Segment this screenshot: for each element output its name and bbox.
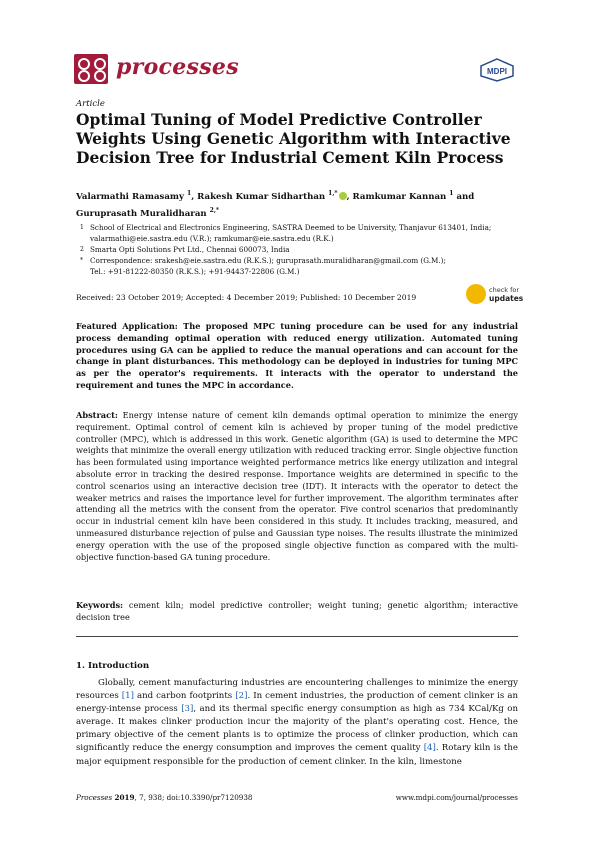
citation-link[interactable]: [2] — [235, 691, 248, 702]
author-name: , Ramkumar Kannan — [346, 191, 447, 202]
journal-logo-icon — [74, 54, 108, 84]
article-type: Article — [76, 99, 105, 109]
orcid-icon[interactable] — [339, 192, 347, 200]
mdpi-logo-text: MDPI — [487, 67, 507, 76]
paper-title: Optimal Tuning of Model Predictive Controller Weights Using Genetic Algorithm with Interactive Decision Tree for Industrial Cement Kiln Process — [76, 110, 511, 167]
author-list: Valarmathi Ramasamy $^1$, Rakesh Kumar Sidharthan $^{1,*}$ , Ramkumar Kannan $^1$ and Guruprasath Muralidharan $^{2,*}$ — [76, 190, 475, 219]
abstract: Abstract: Energy intense nature of cement kiln demands optimal operation to minimize the energy requirement. Optimal control of cement kiln is achieved by proper tuning of the model predictive controller (MPC), which is addressed in this work. Genetic algorithm (GA) is used to determine the MPC weights that minimize the overall energy utilization with reduced tracking error. Single objective function has been formulated using importance weighted performance metrics like energy utilization and integral absolute error in tracking the desired response. Importance weights are determined in specific to the control scenarios using an interactive decision tree (IDT). It interacts with the operator to detect the weaker metrics and raises the importance level for further improvement. The algorithm terminates after attending all the metrics with the consent from the operator. Five control scenarios that predominantly occur in industrial cement kiln have been considered in this study. It includes tracking, measured, and unmeasured disturbance rejection of pulse and Gaussian type noises. The results illustrate the minimized energy operation with the use of the proposed single objective function as compared with the multi-objective function-based GA tuning procedure. — [76, 410, 518, 562]
divider — [76, 636, 518, 637]
footer-citation: Processes 2019, 7, 938; doi:10.3390/pr7120938 — [76, 793, 253, 802]
affiliation-2: 2 Smarta Opti Solutions Pvt Ltd., Chennai 600073, India — [80, 245, 290, 254]
author-name: Guruprasath Muralidharan — [76, 208, 207, 219]
check-for-updates-button[interactable]: check for updates — [466, 284, 522, 306]
correspondence: * Correspondence: srakesh@eie.sastra.edu (R.K.S.); guruprasath.muralidharan@gmail.com (G.M.); Tel.: +91-81222-80350 (R.K.S.); +91-94437-22806 (G.M.) — [80, 256, 446, 276]
author-name: Valarmathi Ramasamy — [76, 191, 185, 202]
section-heading: 1. Introduction — [76, 661, 150, 671]
citation-link[interactable]: [1] — [121, 691, 134, 702]
check-updates-icon — [466, 284, 486, 304]
publication-dates: Received: 23 October 2019; Accepted: 4 December 2019; Published: 10 December 2019 — [76, 293, 417, 302]
affiliation-1: 1 School of Electrical and Electronics Engineering, SASTRA Deemed to be University, Thanjavur 613401, India; valarmathi@eie.sastra.edu (V.R.); ramkumar@eie.sastra.edu (R.K.) — [80, 223, 492, 243]
introduction-paragraph: Globally, cement manufacturing industries are encountering challenges to minimize the energy resources [1] and carbon footprints [2]. In cement industries, the production of cement clinker is an energy-intense process [3], and its thermal specific energy consumption as high as 734 KCal/Kg on average. It makes clinker production incur the majority of the plant's operating cost. Hence, the primary objective of the cement plants is to optimize the process of clinker production, which can significantly reduce the energy consumption and improves the cement quality [4]. Rotary kiln is the major equipment responsible for the production of cement clinker. In the kiln, limestone — [76, 678, 518, 767]
author-name: , Rakesh Kumar Sidharthan — [191, 191, 326, 202]
featured-application: Featured Application: The proposed MPC tuning procedure can be used for any industrial process demanding optimal operation with reduced energy utilization. Automated tuning procedures using GA can be applied to reduce the manual operations and can account for the change in plant disturbances. This methodology can be deployed in industries for tuning MPC as per the operator's requirements. It interacts with the operator to understand the requirement and tunes the MPC in accordance. — [76, 321, 519, 390]
journal-name: processes — [116, 54, 239, 80]
mdpi-logo-icon — [479, 58, 515, 82]
citation-link[interactable]: [3] — [181, 704, 194, 715]
citation-link[interactable]: [4] — [423, 743, 436, 754]
keywords: Keywords: cement kiln; model predictive controller; weight tuning; genetic algorithm; interactive decision tree — [76, 600, 518, 622]
footer-url[interactable]: www.mdpi.com/journal/processes — [395, 793, 518, 802]
